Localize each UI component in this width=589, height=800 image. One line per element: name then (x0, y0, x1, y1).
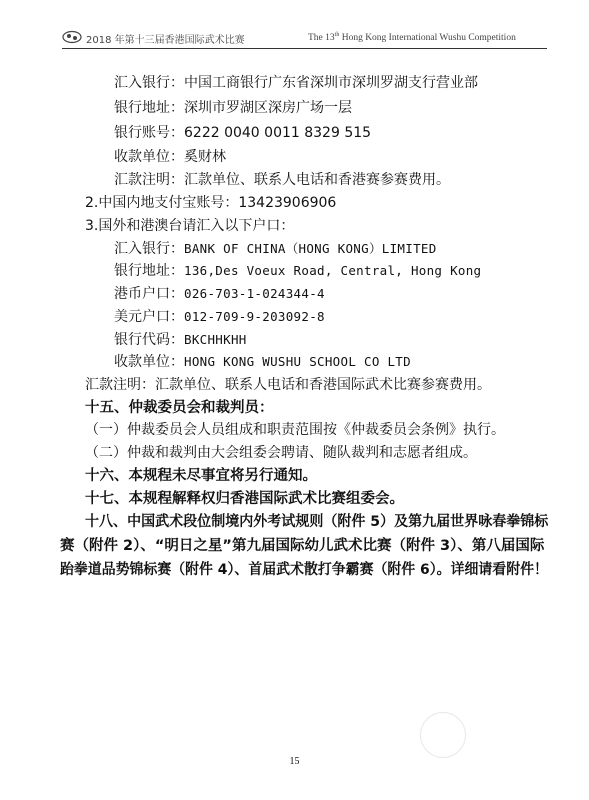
section-15-heading: 十五、仲裁委员会和裁判员： (85, 400, 274, 416)
payee-line: 收款单位：奚财林 (114, 149, 226, 165)
section-18-line-2: 赛（附件 2）、“明日之星”第九届国际幼儿武术比赛（附件 3）、第八届国际 (60, 538, 545, 554)
competition-logo-icon (62, 30, 82, 44)
overseas-remit-heading: 3.国外和港澳台请汇入以下户口： (85, 218, 295, 234)
header-title-chinese: 2018 年第十三届香港国际武术比赛 (86, 35, 245, 46)
header-title-english: The 13th Hong Kong International Wushu Competition (308, 32, 516, 44)
alipay-account-line: 2.中国内地支付宝账号：13423906906 (85, 195, 337, 211)
section-15-item-1: （一）仲裁委员会人员组成和职责范围按《仲裁委员会条例》执行。 (85, 422, 505, 438)
page-number: 15 (289, 756, 300, 767)
bank-address-line: 银行地址：深圳市罗湖区深房广场一层 (114, 100, 352, 116)
section-17-heading: 十七、本规程解释权归香港国际武术比赛组委会。 (85, 491, 404, 507)
bank-code-line: 银行代码：BKCHHKHH (114, 332, 247, 348)
overseas-bank-line: 汇入银行：BANK OF CHINA（HONG KONG）LIMITED (114, 241, 437, 257)
remit-note-line: 汇款注明：汇款单位、联系人电话和香港赛参赛费用。 (114, 172, 450, 188)
section-18-line-1: 十八、中国武术段位制境内外考试规则（附件 5）及第九届世界咏春拳锦标 (85, 514, 549, 530)
faint-stamp-mark (420, 712, 466, 758)
bank-account-line: 银行账号：6222 0040 0011 8329 515 (114, 125, 372, 141)
remit-bank-line: 汇入银行：中国工商银行广东省深圳市深圳罗湖支行营业部 (114, 75, 478, 91)
usd-account-line: 美元户口：012-709-9-203092-8 (114, 309, 325, 325)
page-header (62, 28, 547, 49)
overseas-address-line: 银行地址：136,Des Voeux Road, Central, Hong Kong (114, 263, 482, 279)
overseas-remit-note-line: 汇款注明：汇款单位、联系人电话和香港国际武术比赛参赛费用。 (85, 377, 491, 393)
section-16-heading: 十六、本规程未尽事宜将另行通知。 (85, 468, 317, 484)
section-18-line-3: 跆拳道品势锦标赛（附件 4）、首届武术散打争霸赛（附件 6）。详细请看附件！ (60, 562, 548, 578)
hkd-account-line: 港币户口：026-703-1-024344-4 (114, 286, 325, 302)
section-15-item-2: （二）仲裁和裁判由大会组委会聘请、随队裁判和志愿者组成。 (85, 445, 477, 461)
overseas-payee-line: 收款单位：HONG KONG WUSHU SCHOOL CO LTD (114, 354, 411, 370)
